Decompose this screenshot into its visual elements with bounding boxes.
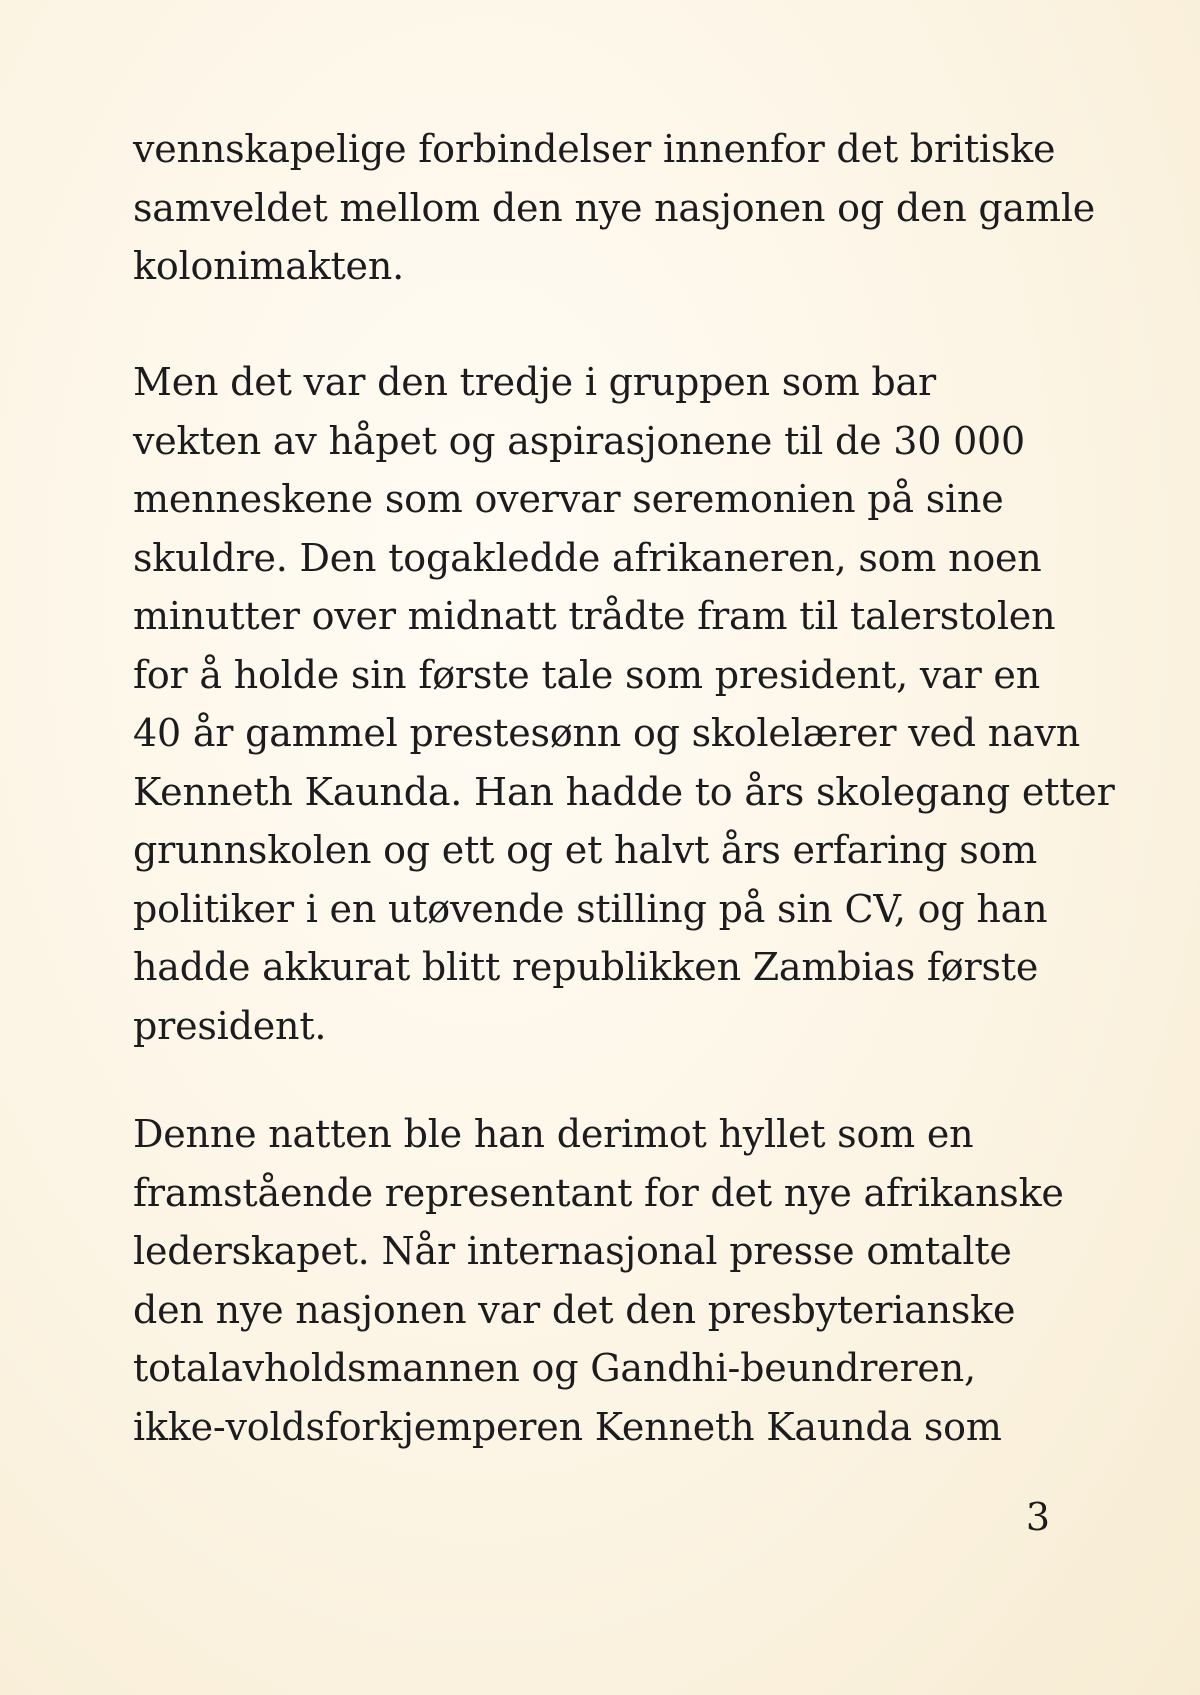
text-line: minutter over midnatt trådte fram til talerstolen <box>133 594 1056 638</box>
text-line: for å holde sin første tale som president, var en <box>133 652 1040 697</box>
text-line: Kenneth Kaunda. Han hadde to års skolegang etter <box>133 769 1115 814</box>
text-line: lederskapet. Når internasjonal presse omtalte <box>133 1229 1012 1273</box>
text-line: skuldre. Den togakledde afrikaneren, som noen <box>133 535 1042 580</box>
text-line: framstående representant for det nye afrikanske <box>133 1170 1064 1215</box>
text-line: politiker i en utøvende stilling på sin CV, og han <box>133 886 1048 931</box>
paragraph-1 <box>133 120 1096 296</box>
text-line: Men det var den tredje i gruppen som bar <box>133 360 936 404</box>
text-line: president. <box>133 1003 327 1048</box>
paragraph-2 <box>133 353 1115 1055</box>
text-line: hadde akkurat blitt republikken Zambias første <box>133 945 1039 989</box>
text-line: den nye nasjonen var det den presbyterianske <box>133 1287 1016 1332</box>
text-line: ikke-voldsforkjemperen Kenneth Kaunda som <box>133 1404 1002 1449</box>
page-number: 3 <box>1025 1495 1050 1539</box>
text-line: 40 år gammel prestesønn og skolelærer ved navn <box>133 711 1081 755</box>
text-line: vennskapelige forbindelser innenfor det britiske <box>133 127 1056 171</box>
text-line: vekten av håpet og aspirasjonene til de 30 000 <box>133 418 1026 463</box>
text-line: Denne natten ble han derimot hyllet som en <box>133 1112 974 1156</box>
text-line: kolonimakten. <box>133 244 404 288</box>
text-line: grunnskolen og ett og et halvt års erfaring som <box>133 828 1038 872</box>
text-line: samveldet mellom den nye nasjonen og den gamle <box>133 185 1096 230</box>
paragraph-3 <box>133 1105 1063 1456</box>
text-line: menneskene som overvar seremonien på sine <box>133 477 1004 521</box>
text-line: totalavholdsmannen og Gandhi-beundreren, <box>133 1346 976 1390</box>
